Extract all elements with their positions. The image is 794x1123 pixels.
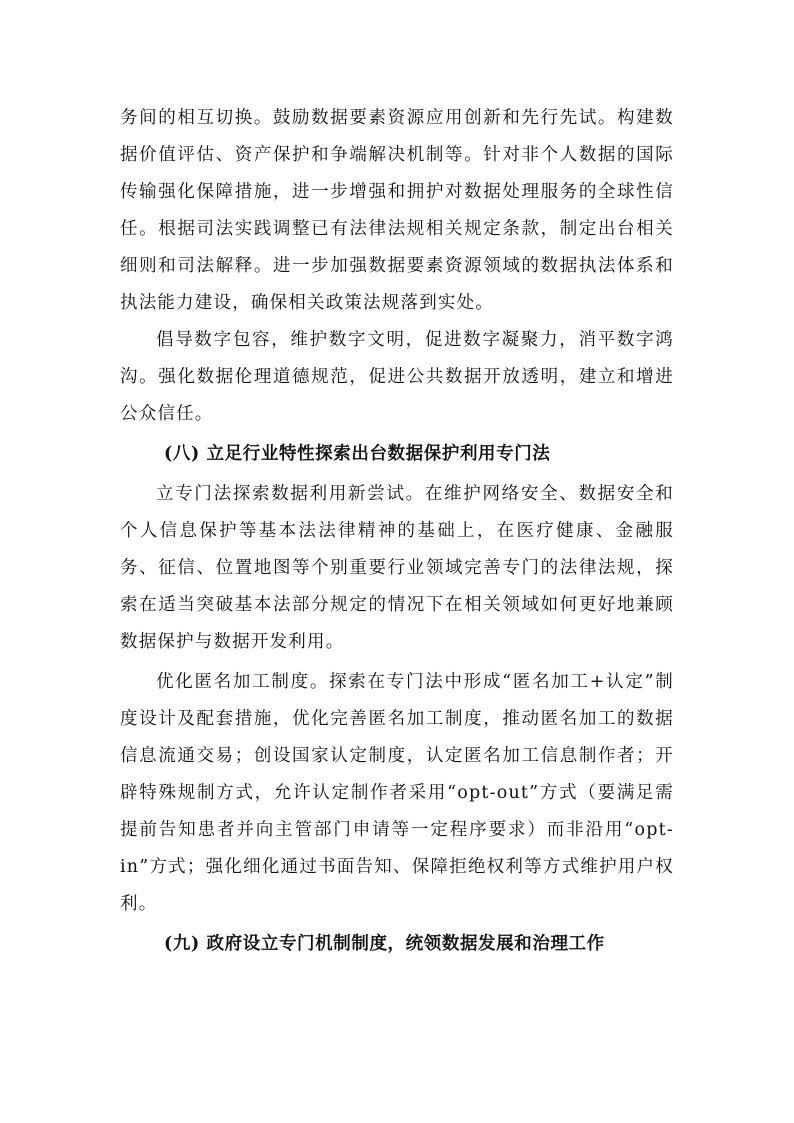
section-heading-9: (九) 政府设立专门机制制度，统领数据发展和治理工作 <box>164 934 605 954</box>
paragraph-digital-inclusion: 倡导数字包容，维护数字文明，促进数字凝聚力，消平数字鸿沟。强化数据伦理道德规范，促进公共数据开放透明，建立和增进公众信任。 <box>120 330 674 424</box>
paragraph-special-law: 立专门法探索数据利用新尝试。在维护网络安全、数据安全和个人信息保护等基本法法律精神的基础上，在医疗健康、金融服务、征信、位置地图等个别重要行业领域完善专门的法律法规，探索在适当突破基本法部分规定的情况下在相关领域如何更好地兼顾数据保护与数据开发利用。 <box>120 484 674 652</box>
section-heading-8: (八) 立足行业特性探索出台数据保护利用专门法 <box>164 444 551 464</box>
paragraph-anonymization: 优化匿名加工制度。探索在专门法中形成“匿名加工+认定”制度设计及配套措施，优化完善匿名加工制度，推动匿名加工的数据信息流通交易；创设国家认定制度，认定匿名加工信息制作者；开辟特殊规制方式，允许认定制作者采用“opt-out”方式（要满足需提前告知患者并向主管部门申请等一定程序要求）而非沿用“opt-in”方式；强化细化通过书面告知、保障拒绝权利等方式维护用户权利。 <box>120 672 674 914</box>
paragraph-continued: 务间的相互切换。鼓励数据要素资源应用创新和先行先试。构建数据价值评估、资产保护和争端解决机制等。针对非个人数据的国际传输强化保障措施，进一步增强和拥护对数据处理服务的全球性信任。根据司法实践调整已有法律法规相关规定条款，制定出台相关细则和司法解释。进一步加强数据要素资源领域的数据执法体系和执法能力建设，确保相关政策法规落到实处。 <box>120 108 674 313</box>
